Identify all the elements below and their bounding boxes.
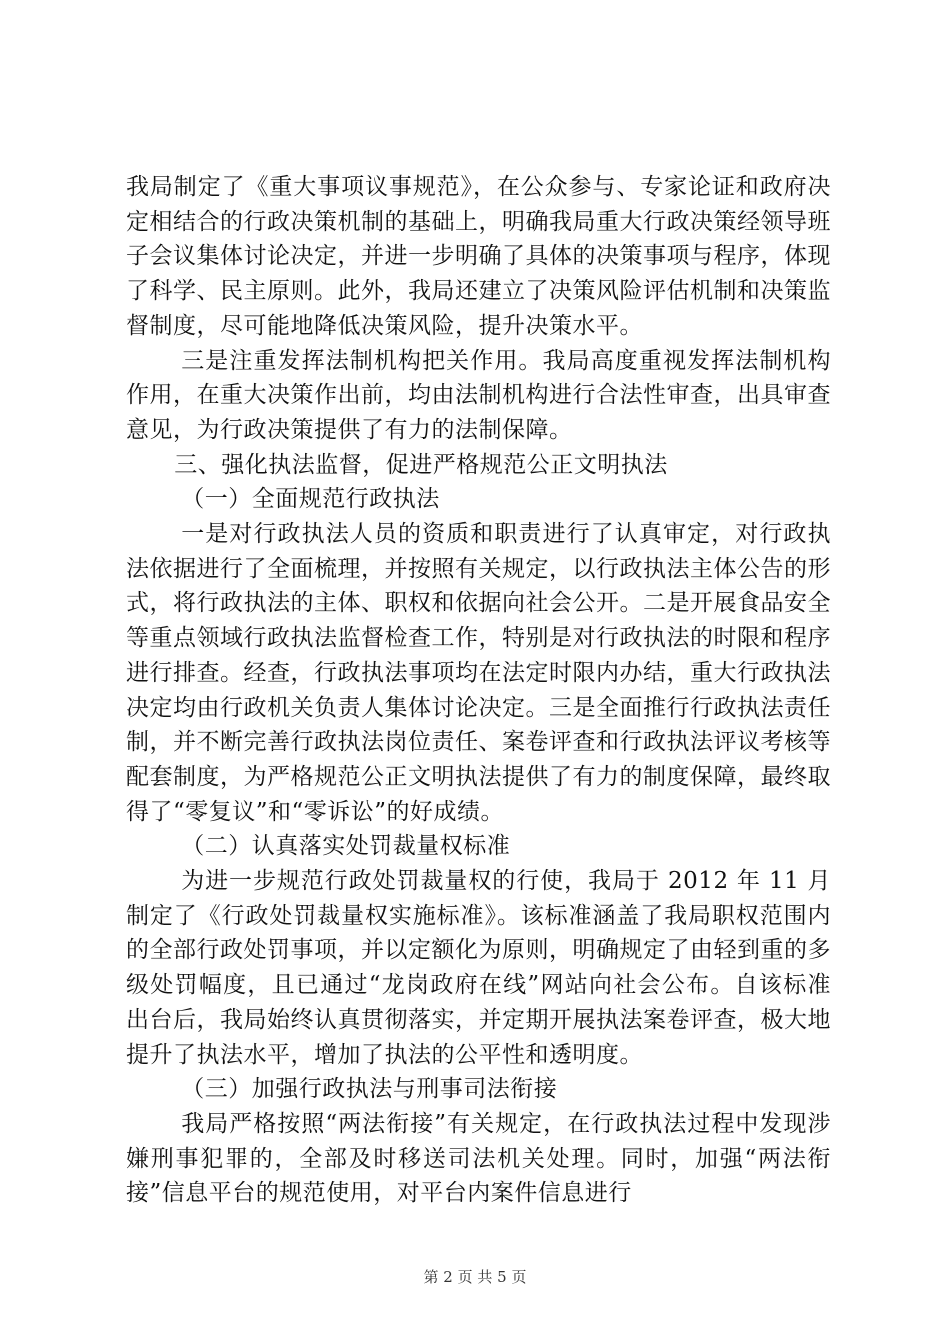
paragraph-criminal-justice-details: 我局严格按照“两法衔接”有关规定，在行政执法过程中发现涉嫌刑事犯罪的，全部及时移送司法机关处理。同时，加强“两法衔接”信息平台的规范使用，对平台内案件信息进行 xyxy=(126,1110,831,1207)
section-heading-enforcement: 三、强化执法监督，促进严格规范公正文明执法 xyxy=(174,451,668,478)
page-footer: 第 2 页 共 5 页 xyxy=(423,1268,527,1286)
paragraph-enforcement-details: 一是对行政执法人员的资质和职责进行了认真审定，对行政执法依据进行了全面梳理，并按照有关规定，以行政执法主体公告的形式，将行政执法的主体、职权和依据向社会公开。二是开展食品安全等重点领域行政执法监督检查工作，特别是对行政执法的时限和程序进行排查。经查，行政执法事项均在法定时限内办结，重大行政执法决定均由行政机关负责人集体讨论决定。三是全面推行行政执法责任制，并不断完善行政执法岗位责任、案卷评查和行政执法评议考核等配套制度，为严格规范公正文明执法提供了有力的制度保障，最终取得了“零复议”和“零诉讼”的好成绩。 xyxy=(126,521,831,825)
paragraph-discretion-details: 为进一步规范行政处罚裁量权的行使，我局于 2012 年 11 月制定了《行政处罚裁量权实施标准》。该标准涵盖了我局职权范围内的全部行政处罚事项，并以定额化为原则，明确规定了由轻到重的多级处罚幅度，且已通过“龙岗政府在线”网站向社会公布。自该标准出台后，我局始终认真贯彻落实，并定期开展执法案卷评查，极大地提升了执法水平，增加了执法的公平性和透明度。 xyxy=(126,868,831,1068)
paragraph-decision-rules: 我局制定了《重大事项议事规范》，在公众参与、专家论证和政府决定相结合的行政决策机制的基础上，明确我局重大行政决策经领导班子会议集体讨论决定，并进一步明确了具体的决策事项与程序，体现了科学、民主原则。此外，我局还建立了决策风险评估机制和决策监督制度，尽可能地降低决策风险，提升决策水平。 xyxy=(126,174,831,339)
document-body xyxy=(126,170,831,1211)
subheading-criminal-justice-link: （三）加强行政执法与刑事司法衔接 xyxy=(181,1076,558,1103)
paragraph-legal-review: 三是注重发挥法制机构把关作用。我局高度重视发挥法制机构作用，在重大决策作出前，均由法制机构进行合法性审查，出具审查意见，为行政决策提供了有力的法制保障。 xyxy=(126,347,831,443)
subheading-discretion-standards: （二）认真落实处罚裁量权标准 xyxy=(181,833,511,860)
subheading-standardize-enforcement: （一）全面规范行政执法 xyxy=(181,486,440,513)
